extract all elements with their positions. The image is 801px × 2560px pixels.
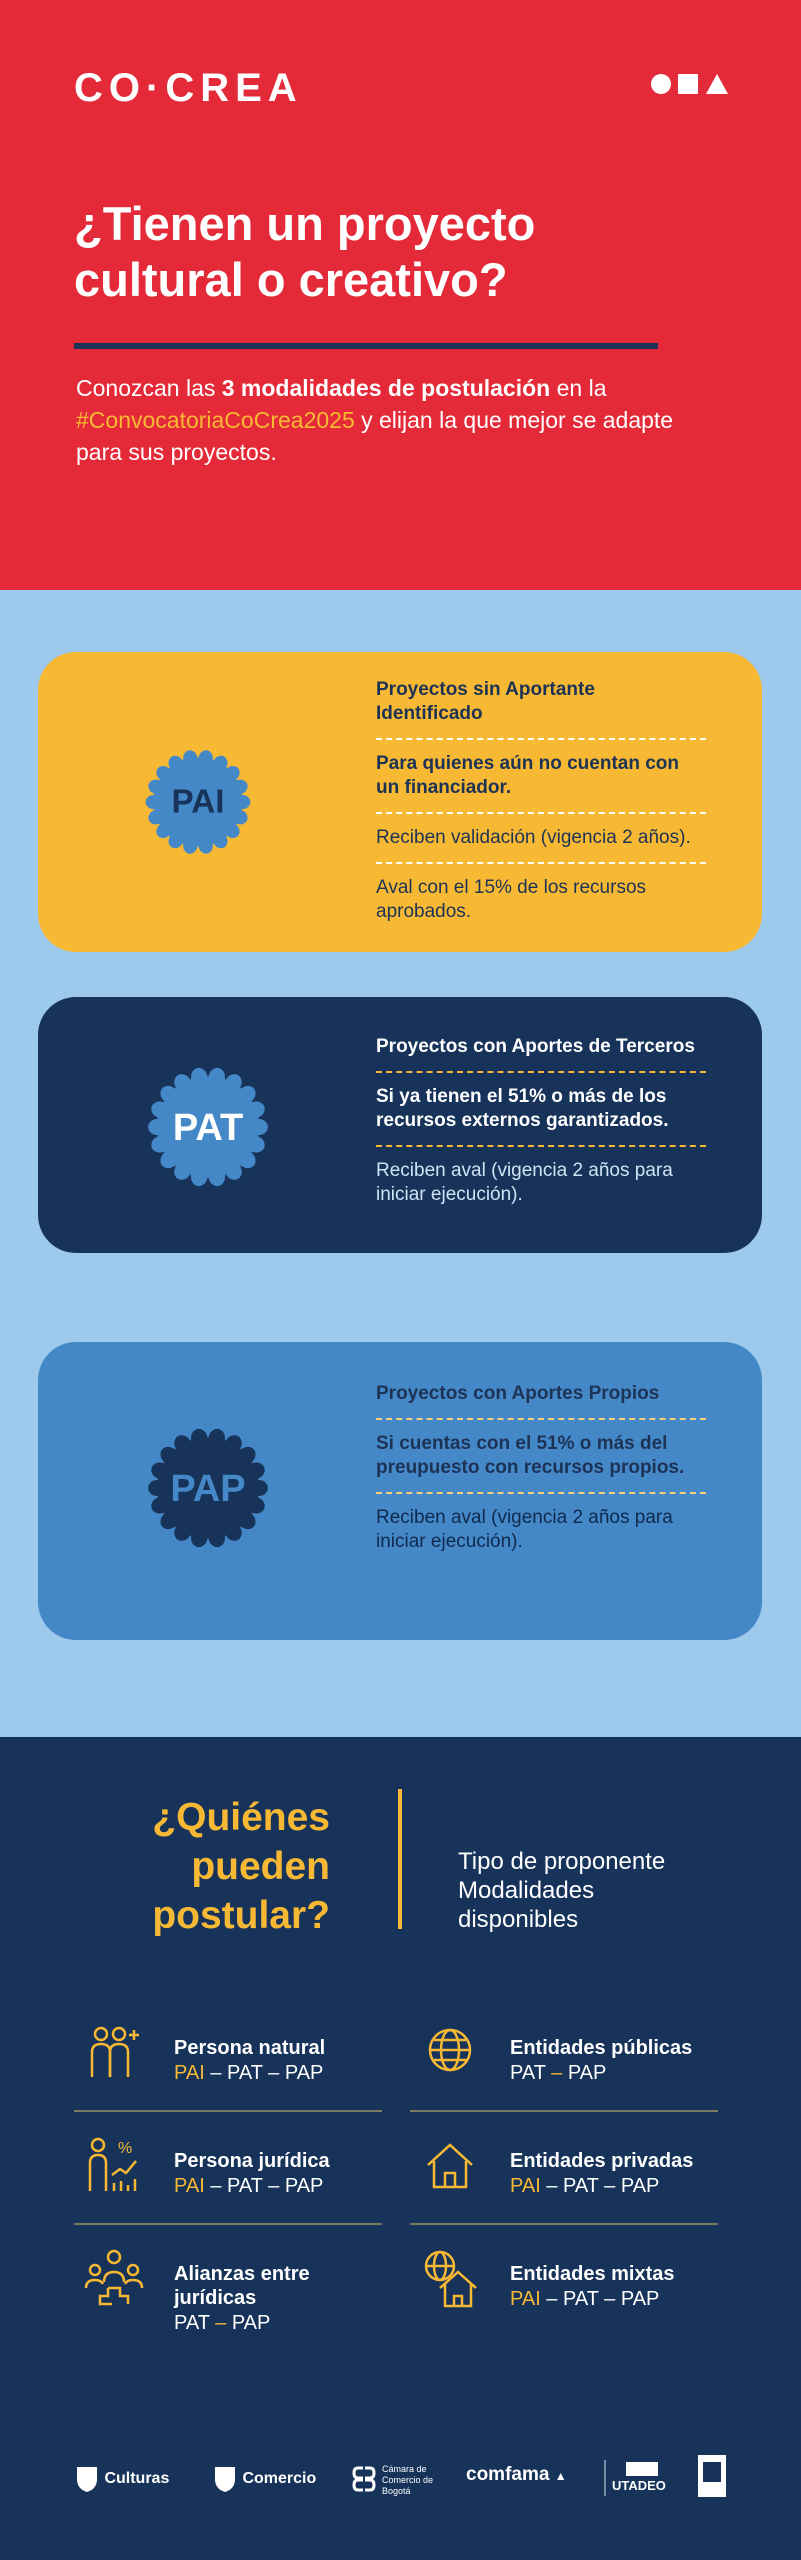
card-info <box>376 1035 706 1219</box>
divider <box>410 2110 718 2112</box>
proponent-entidades-mixtas: Entidades mixtas PAI – PAT – PAP <box>410 2226 720 2336</box>
card-lead: Si ya tienen el 51% o más de los recursos externos garantizados. <box>376 1086 669 1131</box>
camara-comercio-logo: Cámara de Comercio de Bogotá <box>352 2464 442 2497</box>
divider <box>74 2110 382 2112</box>
card-title: Proyectos con Aportes de Terceros <box>376 1036 695 1057</box>
proponent-persona-juridica: % Persona jurídica PAI – PAT – PAP <box>74 2113 384 2223</box>
cocrea-logo: CO·CREA <box>74 66 303 110</box>
who-section <box>0 1737 801 2560</box>
divider <box>398 1789 402 1929</box>
proponent-persona-natural: Persona natural PAI – PAT – PAP <box>74 2000 384 2110</box>
badge-label: PAP <box>170 1468 246 1510</box>
comfama-logo: comfama ▲ <box>466 2464 567 2485</box>
card-detail: Reciben aval (vigencia 2 años para iniciar ejecución). <box>376 1145 706 1219</box>
pai-badge-icon <box>128 722 268 882</box>
legend-text: Tipo de proponente Modalidades disponibles <box>458 1848 666 1933</box>
house-icon <box>420 2135 480 2195</box>
sponsor-footer <box>0 2444 801 2514</box>
culturas-logo: Culturas <box>74 2464 169 2494</box>
card-detail: Reciben aval (vigencia 2 años para iniciar ejecución). <box>376 1492 706 1566</box>
card-pat <box>38 997 762 1253</box>
hashtag: #ConvocatoriaCoCrea2025 <box>76 407 355 433</box>
coat-of-arms-icon <box>212 2464 238 2494</box>
card-title: Proyectos con Aportes Propios <box>376 1383 660 1404</box>
badge-label: PAT <box>172 1107 244 1149</box>
ccb-icon <box>352 2464 376 2494</box>
globe-icon <box>420 2022 480 2082</box>
card-detail: Reciben validación (vigencia 2 años). <box>376 812 706 862</box>
svg-text:%: % <box>118 2140 133 2157</box>
card-detail: Aval con el 15% de los recursos aprobados. <box>376 862 706 936</box>
divider <box>74 2223 382 2225</box>
badge-label: PAI <box>171 783 225 821</box>
card-title: Proyectos sin Aportante Identificado <box>376 679 595 724</box>
proponent-alianzas: Alianzas entre jurídicas PAT – PAP <box>74 2226 384 2336</box>
seal-icon <box>697 2454 727 2498</box>
building-icon <box>612 2458 672 2478</box>
hero-section <box>0 0 801 590</box>
utadeo-logo: UTADEO <box>612 2458 672 2493</box>
divider <box>410 2223 718 2225</box>
card-info <box>376 1382 706 1566</box>
proponent-entidades-privadas: Entidades privadas PAI – PAT – PAP <box>410 2113 720 2223</box>
intro-text: Conozcan las 3 modalidades de postulación en la #ConvocatoriaCoCrea2025 y elijan la que mejor se adapte para sus proyectos. <box>76 375 674 465</box>
divider <box>604 2460 606 2496</box>
people-icon <box>84 2022 144 2082</box>
pat-badge-icon <box>128 1047 288 1207</box>
shapes-logo-icon <box>650 73 728 95</box>
card-pap <box>38 1342 762 1640</box>
who-title: ¿Quiénes pueden postular? <box>152 1796 330 1937</box>
growth-chart-icon <box>84 2135 144 2195</box>
alliance-icon <box>84 2248 144 2308</box>
comercio-logo: Comercio <box>212 2464 316 2494</box>
coat-of-arms-icon <box>74 2464 100 2494</box>
card-pai <box>38 652 762 952</box>
card-lead: Para quienes aún no cuentan con un financiador. <box>376 753 680 798</box>
globe-house-icon <box>420 2248 480 2308</box>
card-lead: Si cuentas con el 51% o más del preupuesto con recursos propios. <box>376 1433 685 1478</box>
pap-badge-icon <box>128 1408 288 1568</box>
divider <box>74 343 658 349</box>
page-title: ¿Tienen un proyecto cultural o creativo? <box>74 197 536 306</box>
card-info <box>376 678 706 936</box>
proponent-entidades-publicas: Entidades públicas PAT – PAP <box>410 2000 720 2110</box>
